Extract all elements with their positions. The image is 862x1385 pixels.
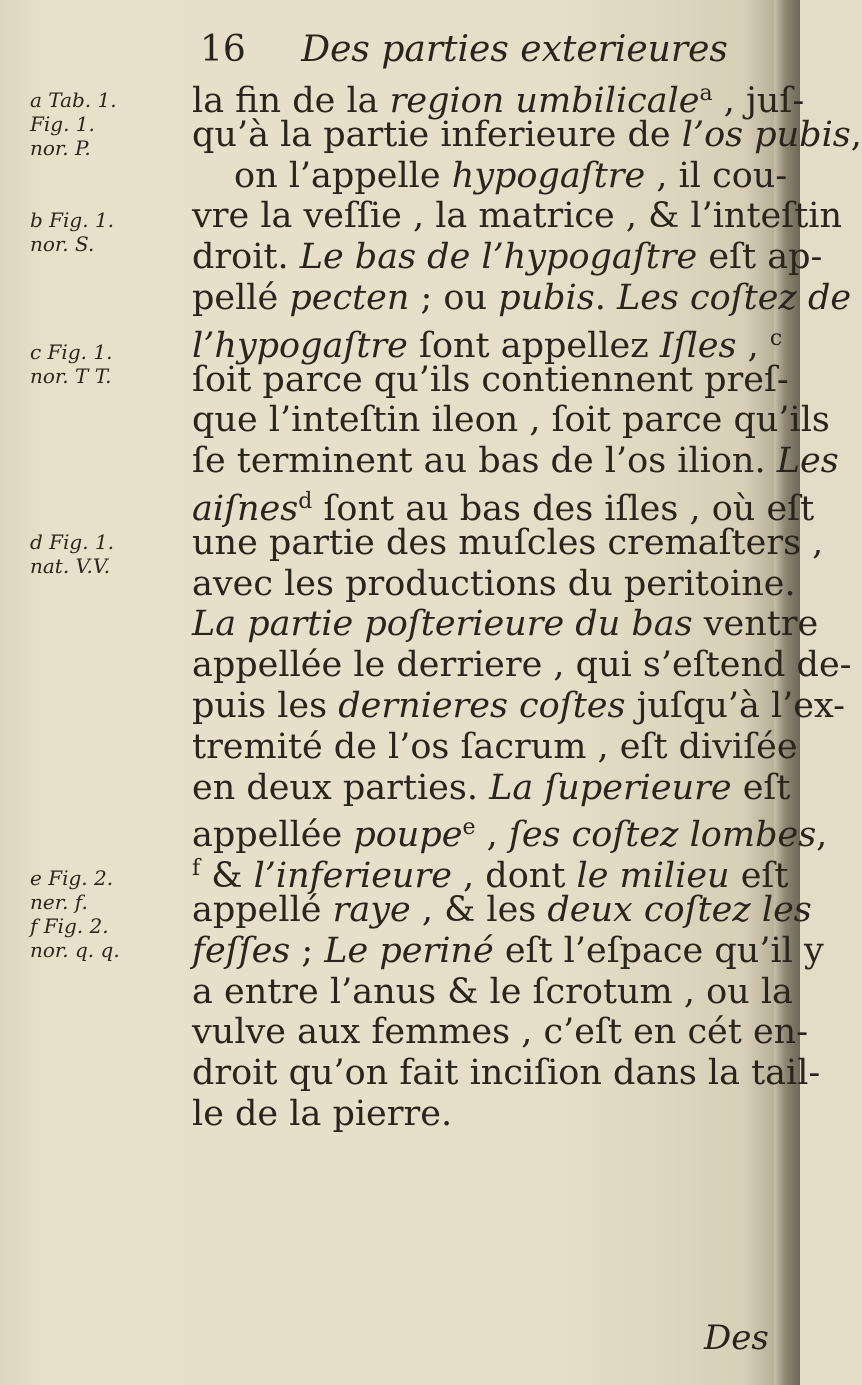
text-run: aiſnes <box>192 488 299 529</box>
text-run: on l’appelle <box>234 155 452 196</box>
text-line <box>192 319 783 366</box>
text-run: le milieu <box>576 856 730 897</box>
text-line <box>192 237 823 278</box>
text-run: ; ou <box>409 277 499 318</box>
text-run: , dont <box>451 856 577 897</box>
text-run: que l’inteſtin ileon , ſoit parce qu’ils <box>192 400 830 441</box>
text-run: ventre <box>692 604 819 645</box>
text-run: , juſ- <box>712 81 805 121</box>
margin-note-line: nat. V.V. <box>30 554 111 578</box>
text-run: le de la pierre. <box>192 1093 453 1134</box>
text-run: dernieres coſtes <box>338 685 626 726</box>
text-line <box>192 441 839 482</box>
text-run: raye <box>332 889 411 930</box>
text-run: , <box>475 815 509 856</box>
margin-note-line: nor. P. <box>30 136 91 160</box>
text-run: pellé <box>192 277 290 318</box>
margin-note-e <box>30 866 180 962</box>
text-run: ſe terminent au bas de l’os ilion. <box>192 441 777 482</box>
text-run: eſt ap- <box>697 237 823 278</box>
text-line <box>192 359 789 401</box>
marginal-reference-mark: f <box>192 856 201 882</box>
text-run: la fin de la <box>192 81 390 121</box>
text-run: appellée <box>192 815 354 856</box>
text-run: l’inferieure <box>253 856 452 897</box>
text-run: avec les productions du peritoine. <box>192 563 796 604</box>
text-run: , il cou- <box>645 155 788 196</box>
text-line <box>192 930 824 972</box>
text-line <box>192 563 796 605</box>
text-run: l’os pubis <box>681 114 851 155</box>
margin-note-line: ner. f. <box>30 890 88 914</box>
text-line <box>192 604 819 645</box>
text-run: , & les <box>410 889 548 930</box>
text-line <box>192 1053 821 1094</box>
margin-note-line: Fig. 1. <box>30 112 95 136</box>
text-run: l’hypogaſtre <box>192 325 408 366</box>
marginal-reference-mark: e <box>462 815 476 841</box>
text-line <box>192 196 842 237</box>
text-run: a entre l’anus & le ſcrotum , ou la <box>192 971 793 1012</box>
page-number: 16 <box>200 29 246 70</box>
margin-note-line: d Fig. 1. <box>30 530 115 554</box>
margin-note-line: nor. T T. <box>30 364 112 388</box>
text-run: eſt l’eſpace qu’il y <box>493 930 824 971</box>
text-run: Le periné <box>324 930 494 971</box>
text-run: vre la veſſie , la matrice , & l’inteſtin <box>192 196 842 237</box>
text-run: deux coſtez les <box>547 889 812 930</box>
margin-note-line: a Tab. 1. <box>30 88 117 112</box>
text-run: hypogaſtre <box>451 155 646 196</box>
text-run: une partie des muſcles cremaſters , <box>192 522 824 563</box>
text-run: qu’à la partie inferieure de <box>192 114 682 155</box>
text-run: , <box>736 325 770 366</box>
margin-note-a <box>30 88 180 160</box>
text-line <box>192 1094 777 1135</box>
text-run: ſont appellez <box>407 325 660 366</box>
text-line <box>192 114 862 156</box>
text-run: eſt <box>731 767 791 808</box>
text-run: ſont au bas des iſles , où eſt <box>312 488 815 529</box>
text-run: juſqu’à l’ex- <box>625 685 845 726</box>
text-line <box>192 155 788 197</box>
text-line <box>192 400 830 441</box>
margin-note-line: f Fig. 2. <box>30 914 109 938</box>
running-header <box>200 30 728 70</box>
text-run: appellée le derriere , qui s’eſtend de- <box>192 645 852 686</box>
text-line <box>192 1012 809 1053</box>
text-run: droit. <box>192 237 300 278</box>
text-run: La partie poſterieure du bas <box>192 604 693 645</box>
text-run: tremité de l’os ſacrum , eſt diviſée <box>192 726 798 767</box>
text-run: & <box>200 856 254 897</box>
margin-note-b <box>30 208 180 256</box>
text-run: eſt <box>729 856 789 897</box>
text-run: puis les <box>192 685 339 726</box>
text-line <box>192 726 798 768</box>
marginal-reference-mark: c <box>769 325 783 351</box>
text-run: appellé <box>192 889 333 930</box>
text-line <box>192 808 828 856</box>
margin-note-line: nor. S. <box>30 232 95 256</box>
text-line <box>192 889 812 931</box>
text-run: droit qu’on fait inciſion dans la tail- <box>192 1053 821 1094</box>
text-run: ſoit parce qu’ils contiennent preſ- <box>192 359 789 400</box>
text-run: pubis <box>498 277 595 318</box>
text-run: ſes coſtez lombes <box>508 815 817 856</box>
text-run: poupe <box>353 815 463 856</box>
margin-note-line: nor. q. q. <box>30 938 120 962</box>
text-run: . <box>594 277 617 318</box>
marginal-reference-mark: a <box>699 81 713 106</box>
text-line <box>192 482 815 529</box>
text-line <box>192 685 845 727</box>
text-line <box>192 522 824 564</box>
text-run: vulve aux femmes , c’eſt en cét en- <box>192 1012 809 1053</box>
text-run: pecten <box>289 277 410 318</box>
text-run: ; <box>290 930 325 971</box>
margin-note-line: b Fig. 1. <box>30 208 115 232</box>
text-run: feſſes <box>192 930 291 971</box>
text-run: en deux parties. <box>192 767 490 808</box>
margin-note-line: c Fig. 1. <box>30 340 113 364</box>
margin-note-line: e Fig. 2. <box>30 866 114 890</box>
text-line <box>192 971 793 1013</box>
text-line <box>192 74 805 121</box>
running-title: Des parties exterieures <box>301 29 728 70</box>
text-run: , <box>816 815 828 856</box>
margin-note-d <box>30 530 180 578</box>
text-run: region umbilicale <box>389 81 700 121</box>
text-run: , <box>850 114 862 155</box>
text-run: Iſles <box>659 325 737 366</box>
text-run: Le bas de l’hypogaſtre <box>299 237 698 278</box>
body-text <box>192 74 862 1135</box>
text-run: La ſuperieure <box>489 767 732 808</box>
text-run: Les coſtez de <box>616 277 852 318</box>
text-line <box>192 767 791 809</box>
catchword: Des <box>704 1318 769 1358</box>
text-line <box>192 277 852 319</box>
text-line <box>192 645 852 686</box>
marginal-reference-mark: d <box>298 488 313 514</box>
text-line <box>192 849 789 897</box>
text-run: Les <box>776 441 839 482</box>
margin-note-c <box>30 340 180 388</box>
